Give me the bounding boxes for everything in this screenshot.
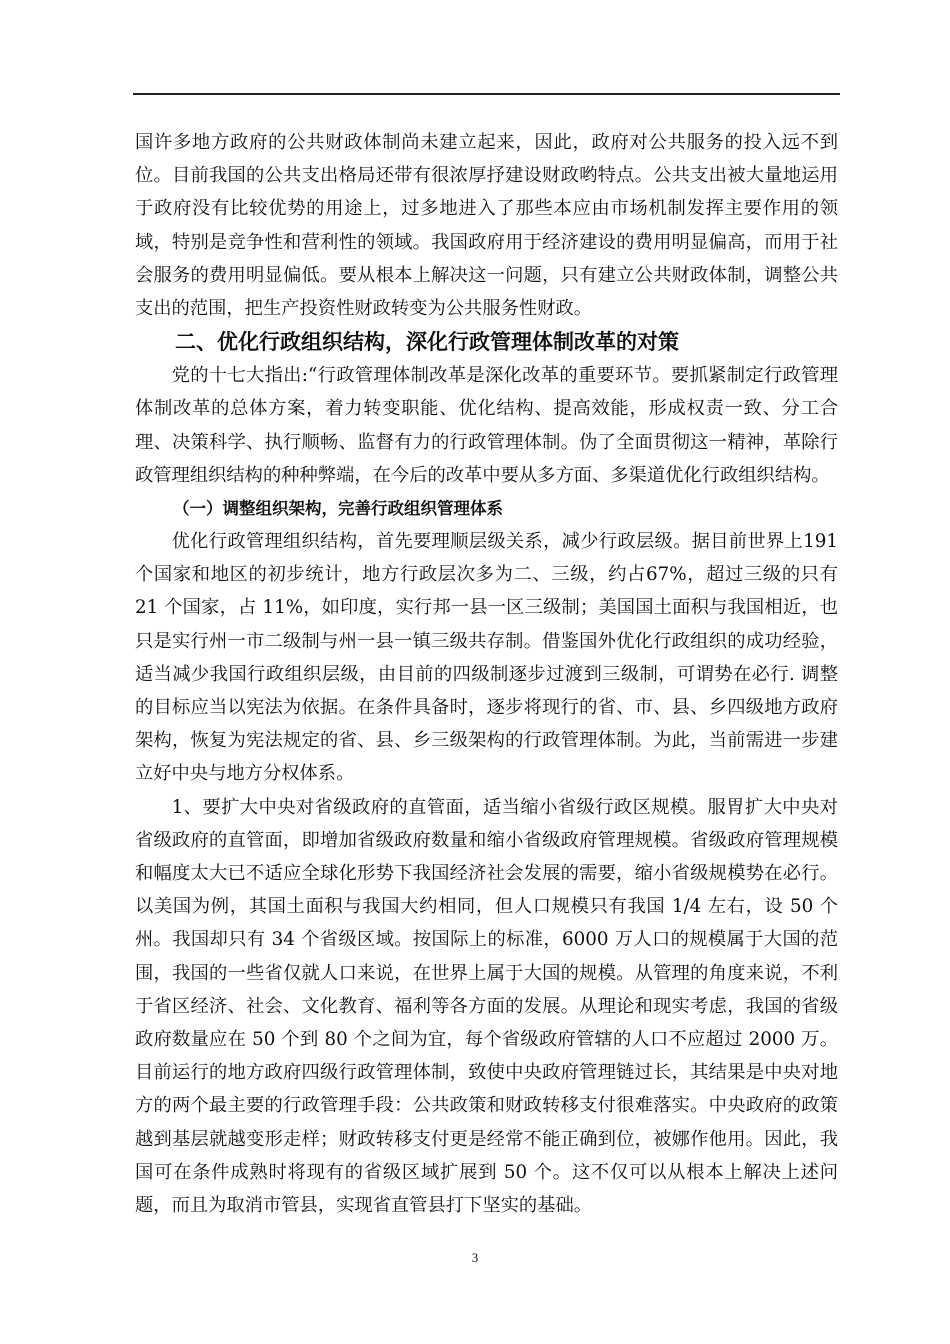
- paragraph-continued: 国许多地方政府的公共财政体制尚未建立起来，因此，政府对公共服务的投入远不到位。目前我国的公共支出格局还带有很浓厚抒建设财政哟特点。公共支出被大量地运用于政府没有比较优势的用途上，过多地进入了那些本应由市场机制发挥主要作用的领域，特别是竞争性和营利性的领域。我国政府用于经济建设的费用明显偏高，而用于社会服务的费用明显偏低。要从根本上解决这一问题，只有建立公共财政体制，调整公共支出的范围，把生产投资性财政转变为公共服务性财政。: [135, 132, 838, 320]
- section-heading: 二、优化行政组织结构，深化行政管理体制改革的对策: [175, 330, 679, 355]
- page-body: [135, 126, 838, 1222]
- paragraph-point-1: 1、要扩大中央对省级政府的直管面，适当缩小省级行政区规模。服胃扩大中央对省级政府的直管面，即增加省级政府数量和缩小省级政府管理规模。省级政府管理规模和幅度太大已不适应全球化形势下我国经济社会发展的需要，缩小省级规模势在必行。以美国为例，其国土面积与我国大约相同，但人口规模只有我国 1/4 左右，设 50 个州。我国却只有 34 个省级区域。按国际上的标准，6000 万人口的规模属于大国的范围，我国的一些省仅就人口来说，在世界上属于大国的规模。从管理的角度来说，不利于省区经济、社会、文化教育、福利等各方面的发展。从理论和现实考虑，我国的省级政府数量应在 50 个到 80 个之间为宜，每个省级政府管辖的人口不应超过 2000 万。目前运行的地方政府四级行政管理体制，致使中央政府管理链过长，其结果是中央对地方的两个最主要的行政管理手段：公共政策和财政转移支付很难落实。中央政府的政策越到基层就越变形走样；财政转移支付更是经常不能正确到位，被娜作他用。因此，我国可在条件成熟时将现有的省级区域扩展到 50 个。这不仅可以从根本上解决上述问题，而且为取消市管县，实现省直管县打下坚实的基础。: [135, 796, 838, 1217]
- subsection-heading: （一）调整组织架构，完善行政组织管理体系: [173, 499, 503, 519]
- page-number: 3: [471, 1250, 479, 1265]
- paragraph-party-congress: 党的十七大指出:“行政管理体制改革是深化改革的重要环节。要抓紧制定行政管理体制改革的总体方案，着力转变职能、优化结构、提高效能，形成权责一致、分工合理、决策科学、执行顺畅、监督有力的行政管理体制。伪了全面贯彻这一精神，革除行政管理组织结构的种种弊端，在今后的改革中要从多方面、多渠道优化行政组织结构。: [135, 365, 838, 486]
- paragraph-admin-levels: 优化行政管理组织结构，首先要理顺层级关系，减少行政层级。据目前世界上191 个国家和地区的初步统计，地方行政层次多为二、三级，约占67%，超过三级的只有 21 个国家，占 11%，如印度，实行邦一县一区三级制；美国国土面积与我国相近，也只是实行州一市二级制与州一县一镇三级共存制。借鉴国外优化行政组织的成功经验，适当减少我国行政组织层级，由目前的四级制逐步过渡到三级制，可谓势在必行. 调整的目标应当以宪法为依据。在条件具备时，逐步将现行的省、市、县、乡四级地方政府架构，恢复为宪法规定的省、县、乡三级架构的行政管理体制。为此，当前需进一步建立好中央与地方分权体系。: [135, 531, 838, 785]
- header-rule: [133, 93, 840, 95]
